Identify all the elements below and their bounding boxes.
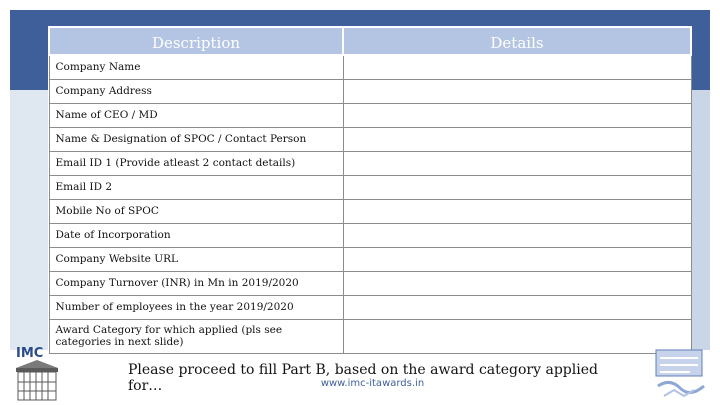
row-label: Company Turnover (INR) in Mn in 2019/2020 [49, 271, 343, 295]
row-label: Award Category for which applied (pls see categories in next slide) [49, 319, 343, 353]
footer-instruction: Please proceed to fill Part B, based on the award category applied for… [128, 362, 598, 394]
row-label: Mobile No of SPOC [49, 199, 343, 223]
spoc-name-field[interactable] [343, 127, 691, 151]
table-row [49, 247, 691, 271]
table-header-row [49, 27, 691, 55]
table-row [49, 55, 691, 79]
row-label: Email ID 2 [49, 175, 343, 199]
table-row [49, 223, 691, 247]
award-logo-icon [650, 346, 708, 402]
column-header-description: Description [49, 27, 343, 55]
row-label: Company Website URL [49, 247, 343, 271]
award-category-field[interactable] [343, 319, 691, 353]
turnover-field[interactable] [343, 271, 691, 295]
table-row [49, 127, 691, 151]
right-accent [690, 90, 710, 350]
row-label: Company Name [49, 55, 343, 79]
employees-field[interactable] [343, 295, 691, 319]
email-2-field[interactable] [343, 175, 691, 199]
company-form-table [48, 26, 692, 354]
imc-logo-text: IMC [16, 346, 44, 361]
email-1-field[interactable] [343, 151, 691, 175]
table-row [49, 175, 691, 199]
incorporation-date-field[interactable] [343, 223, 691, 247]
table-row [49, 151, 691, 175]
row-label: Email ID 1 (Provide atleast 2 contact details) [49, 151, 343, 175]
table-row [49, 103, 691, 127]
table-row [49, 79, 691, 103]
row-label: Name & Designation of SPOC / Contact Person [49, 127, 343, 151]
table-row [49, 199, 691, 223]
row-label: Date of Incorporation [49, 223, 343, 247]
imc-logo [14, 346, 60, 402]
website-url-field[interactable] [343, 247, 691, 271]
row-label: Name of CEO / MD [49, 103, 343, 127]
row-label: Company Address [49, 79, 343, 103]
award-logo [650, 346, 708, 402]
table-row [49, 271, 691, 295]
table-row [49, 295, 691, 319]
ceo-name-field[interactable] [343, 103, 691, 127]
footer-url-link[interactable]: www.imc-itawards.in [320, 378, 425, 389]
mobile-field[interactable] [343, 199, 691, 223]
table-row [49, 319, 691, 353]
row-label: Number of employees in the year 2019/2020 [49, 295, 343, 319]
company-name-field[interactable] [343, 55, 691, 79]
company-address-field[interactable] [343, 79, 691, 103]
column-header-details: Details [343, 27, 691, 55]
